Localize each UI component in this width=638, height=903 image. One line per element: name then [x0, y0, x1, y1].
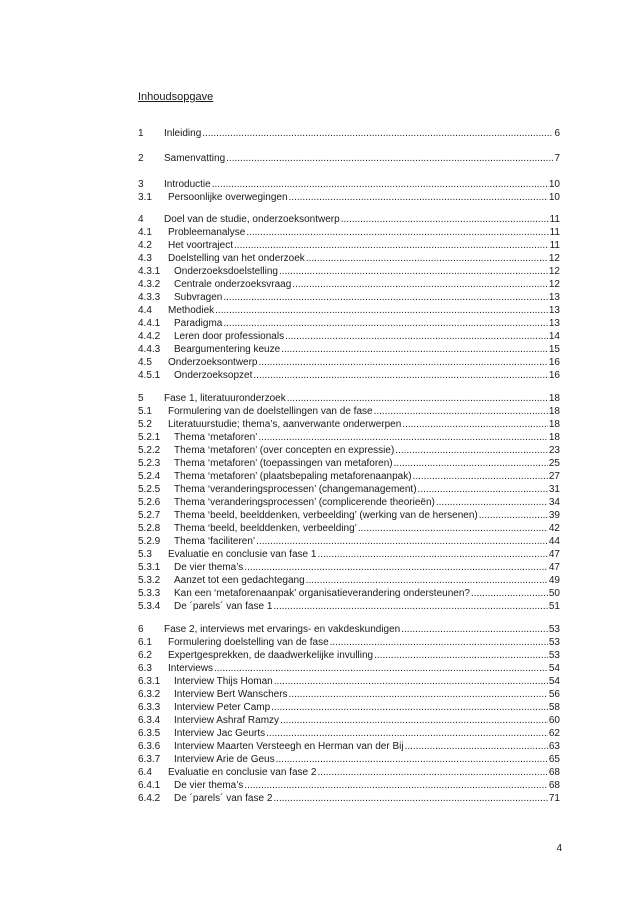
toc-entry[interactable]: [138, 213, 560, 226]
toc-entry-number: 5.2.9: [138, 536, 161, 547]
toc-entry[interactable]: [138, 649, 560, 662]
toc-entry-title: Interviews: [168, 663, 214, 674]
toc-entry-page: 16: [548, 370, 560, 381]
toc-entry-page: 12: [548, 266, 560, 277]
toc-entry-number: 6.4.1: [138, 780, 161, 791]
toc-entry-number: 4.4: [138, 305, 152, 316]
toc-entry-title: Methodiek: [168, 305, 215, 316]
toc-leader-dots: [374, 649, 548, 662]
toc-entry-title: Introductie: [164, 179, 211, 190]
toc-entry[interactable]: [138, 317, 560, 330]
toc-leader-dots: [246, 226, 548, 239]
toc-entry-number: 6.3.5: [138, 728, 161, 739]
toc-entry-number: 5.2.2: [138, 445, 161, 456]
toc-entry[interactable]: [138, 291, 560, 304]
toc-entry[interactable]: [138, 600, 560, 613]
toc-entry-number: 6: [138, 624, 144, 635]
toc-entry-number: 4: [138, 214, 144, 225]
toc-entry-page: 47: [548, 562, 560, 573]
toc-entry-number: 4.5: [138, 357, 152, 368]
toc-leader-dots: [317, 766, 547, 779]
toc-entry-number: 5.3.4: [138, 601, 161, 612]
toc-entry-title: Thema ‘beeld, beelddenken, verbeelding’: [174, 523, 357, 534]
toc-entry-number: 5.2.3: [138, 458, 161, 469]
toc-entry-page: 62: [548, 728, 560, 739]
toc-entry[interactable]: [138, 496, 560, 509]
toc-entry-page: 18: [548, 419, 560, 430]
toc-leader-dots: [479, 509, 548, 522]
toc-entry-title: Inleiding: [164, 128, 202, 139]
toc-entry-title: Interview Ashraf Ramzy: [174, 715, 280, 726]
toc-entry-title: Interview Jac Geurts: [174, 728, 266, 739]
toc-entry[interactable]: [138, 574, 560, 587]
toc-leader-dots: [285, 330, 548, 343]
toc-entry[interactable]: [138, 191, 560, 204]
toc-entry-number: 6.4.2: [138, 793, 161, 804]
toc-entry-page: 13: [548, 292, 560, 303]
toc-entry-title: Interview Thijs Homan: [174, 676, 273, 687]
toc-entry-title: Doel van de studie, onderzoeksontwerp: [164, 214, 340, 225]
toc-entry-page: 12: [548, 253, 560, 264]
toc-entry-title: Interview Maarten Versteegh en Herman van der Bij: [174, 741, 404, 752]
toc-entry-title: Onderzoeksopzet: [174, 370, 253, 381]
toc-entry-number: 4.3.2: [138, 279, 161, 290]
toc-leader-dots: [436, 496, 548, 509]
toc-entry-number: 5.3.1: [138, 562, 161, 573]
toc-entry-title: Samenvatting: [164, 153, 226, 164]
toc-entry-number: 4.5.1: [138, 370, 161, 381]
toc-leader-dots: [287, 392, 548, 405]
toc-entry[interactable]: [138, 369, 560, 382]
toc-entry-number: 6.3.7: [138, 754, 161, 765]
toc-entry-page: 12: [548, 279, 560, 290]
toc-leader-dots: [223, 317, 548, 330]
page-number: 4: [556, 843, 562, 854]
toc-entry-title: De ´parels´ van fase 1: [174, 601, 273, 612]
toc-entry-number: 4.3: [138, 253, 152, 264]
toc-leader-dots: [402, 418, 548, 431]
toc-entry-page: 47: [548, 549, 560, 560]
toc-entry-page: 53: [548, 650, 560, 661]
toc-entry-number: 6.2: [138, 650, 152, 661]
toc-entry-page: 18: [548, 393, 560, 404]
toc-entry-title: Thema ‘faciliteren’: [174, 536, 256, 547]
toc-entry-page: 16: [548, 357, 560, 368]
toc-entry-number: 6.1: [138, 637, 152, 648]
toc-entry-page: 60: [548, 715, 560, 726]
toc-entry[interactable]: [138, 457, 560, 470]
toc-leader-dots: [226, 152, 553, 165]
toc-entry[interactable]: [138, 356, 560, 369]
toc-entry[interactable]: [138, 392, 560, 405]
toc-entry-number: 2: [138, 153, 144, 164]
toc-entry-title: Onderzoeksontwerp: [168, 357, 258, 368]
toc-entry-title: Leren door professionals: [174, 331, 285, 342]
toc-entry-page: 15: [548, 344, 560, 355]
toc-entry[interactable]: [138, 548, 560, 561]
toc-entry[interactable]: [138, 252, 560, 265]
toc-entry-page: 34: [548, 497, 560, 508]
toc-entry-number: 5.2.1: [138, 432, 161, 443]
toc-entry-title: Beargumentering keuze: [174, 344, 281, 355]
toc-entry-title: De vier thema’s: [174, 562, 244, 573]
toc-leader-dots: [471, 587, 548, 600]
toc-entry-number: 4.4.2: [138, 331, 161, 342]
toc-entry[interactable]: [138, 740, 560, 753]
toc-entry-page: 10: [548, 179, 560, 190]
toc-leader-dots: [223, 291, 548, 304]
toc-entry-number: 5.2.8: [138, 523, 161, 534]
toc-leader-dots: [401, 623, 548, 636]
toc-leader-dots: [274, 675, 548, 688]
toc-entry-page: 71: [548, 793, 560, 804]
toc-entry-number: 3: [138, 179, 144, 190]
toc-entry[interactable]: [138, 792, 560, 805]
toc-entry[interactable]: [138, 779, 560, 792]
toc-leader-dots: [266, 727, 548, 740]
toc-entry-title: Thema ‘metaforen’: [174, 432, 258, 443]
toc-entry-number: 5.3.2: [138, 575, 161, 586]
toc-entry-number: 6.4: [138, 767, 152, 778]
toc-entry[interactable]: [138, 343, 560, 356]
toc-entry[interactable]: [138, 444, 560, 457]
toc-leader-dots: [279, 265, 548, 278]
toc-entry-number: 4.3.3: [138, 292, 161, 303]
toc-leader-dots: [244, 779, 548, 792]
toc-entry-page: 27: [548, 471, 560, 482]
toc-leader-dots: [358, 522, 548, 535]
toc-entry[interactable]: [138, 587, 560, 600]
toc-entry-number: 1: [138, 128, 144, 139]
toc-entry-number: 5: [138, 393, 144, 404]
toc-entry-page: 25: [548, 458, 560, 469]
toc-entry-page: 23: [548, 445, 560, 456]
toc-entry-title: Het voortraject: [168, 240, 234, 251]
toc-leader-dots: [289, 688, 548, 701]
toc-entry-title: Evaluatie en conclusie van fase 1: [168, 549, 317, 560]
toc-entry[interactable]: [138, 701, 560, 714]
toc-entry-title: Thema ‘veranderingsprocessen’ (changemanagement): [174, 484, 417, 495]
toc-entry[interactable]: [138, 675, 560, 688]
toc-leader-dots: [289, 191, 548, 204]
toc-entry-page: 68: [548, 767, 560, 778]
toc-entry[interactable]: [138, 265, 560, 278]
toc-entry[interactable]: [138, 662, 560, 675]
toc-entry-number: 6.3.3: [138, 702, 161, 713]
toc-entry-page: 53: [548, 624, 560, 635]
toc-entry[interactable]: [138, 561, 560, 574]
toc-entry-number: 6.3.4: [138, 715, 161, 726]
toc-entry-page: 6: [554, 128, 560, 139]
toc-entry-page: 65: [548, 754, 560, 765]
toc-entry-number: 4.4.1: [138, 318, 161, 329]
toc-entry-page: 50: [548, 588, 560, 599]
toc-entry[interactable]: [138, 714, 560, 727]
toc-entry-title: De vier thema’s: [174, 780, 244, 791]
toc-entry[interactable]: [138, 636, 560, 649]
toc-entry-title: Literatuurstudie; thema’s, aanverwante onderwerpen: [168, 419, 402, 430]
toc-entry-page: 42: [548, 523, 560, 534]
toc-entry-title: Thema ‘beeld, beelddenken, verbeelding’ (werking van de hersenen): [174, 510, 478, 521]
toc-entry[interactable]: [138, 330, 560, 343]
toc-entry-number: 6.3.6: [138, 741, 161, 752]
toc-leader-dots: [413, 470, 548, 483]
toc-entry[interactable]: [138, 304, 560, 317]
toc-entry-title: Thema ‘metaforen’ (over concepten en expressie): [174, 445, 395, 456]
toc-entry-page: 31: [548, 484, 560, 495]
toc-entry[interactable]: [138, 278, 560, 291]
toc-entry-number: 4.2: [138, 240, 152, 251]
toc-entry-page: 44: [548, 536, 560, 547]
toc-entry-page: 13: [548, 318, 560, 329]
toc-entry-number: 5.3: [138, 549, 152, 560]
toc-leader-dots: [330, 636, 548, 649]
toc-leader-dots: [306, 574, 548, 587]
toc-entry-title: De ´parels´ van fase 2: [174, 793, 273, 804]
toc-leader-dots: [317, 548, 547, 561]
toc-entry[interactable]: [138, 753, 560, 766]
toc-entry[interactable]: [138, 405, 560, 418]
toc-entry-title: Evaluatie en conclusie van fase 2: [168, 767, 317, 778]
toc-leader-dots: [259, 356, 548, 369]
toc-heading: Inhoudsopgave: [138, 91, 214, 103]
toc-leader-dots: [258, 431, 548, 444]
toc-entry-number: 5.2: [138, 419, 152, 430]
toc-entry[interactable]: [138, 535, 560, 548]
toc-leader-dots: [273, 600, 547, 613]
toc-entry-title: Interview Peter Camp: [174, 702, 271, 713]
toc-entry-title: Interview Arie de Geus: [174, 754, 275, 765]
toc-entry-page: 11: [549, 214, 560, 225]
toc-entry[interactable]: [138, 483, 560, 496]
toc-entry-number: 4.3.1: [138, 266, 161, 277]
toc-entry-number: 4.1: [138, 227, 152, 238]
toc-entry[interactable]: [138, 178, 560, 191]
toc-leader-dots: [212, 178, 548, 191]
toc-entry[interactable]: [138, 623, 560, 636]
toc-leader-dots: [395, 444, 548, 457]
toc-entry-number: 6.3.2: [138, 689, 161, 700]
toc-entry-title: Fase 1, literatuuronderzoek: [164, 393, 286, 404]
toc-entry-title: Kan een ‘metaforenaanpak’ organisatieverandering ondersteunen?: [174, 588, 470, 599]
toc-entry-title: Paradigma: [174, 318, 223, 329]
toc-entry-title: Formulering doelstelling van de fase: [168, 637, 329, 648]
toc-leader-dots: [292, 278, 548, 291]
toc-entry[interactable]: [138, 431, 560, 444]
toc-entry-title: Fase 2, interviews met ervarings- en vakdeskundigen: [164, 624, 401, 635]
toc-entry[interactable]: [138, 509, 560, 522]
toc-leader-dots: [215, 304, 548, 317]
toc-entry[interactable]: [138, 239, 560, 252]
toc-entry-title: Interview Bert Wanschers: [174, 689, 288, 700]
toc-entry-number: 5.3.3: [138, 588, 161, 599]
toc-leader-dots: [202, 127, 553, 140]
toc-entry[interactable]: [138, 688, 560, 701]
toc-leader-dots: [273, 792, 547, 805]
toc-leader-dots: [418, 483, 548, 496]
toc-entry-page: 58: [548, 702, 560, 713]
toc-entry[interactable]: [138, 127, 560, 140]
toc-entry-page: 63: [548, 741, 560, 752]
toc-entry-title: Persoonlijke overwegingen: [168, 192, 288, 203]
toc-entry-title: Thema ‘veranderingsprocessen’ (complicerende theorieën): [174, 497, 435, 508]
toc-leader-dots: [394, 457, 548, 470]
toc-leader-dots: [253, 369, 547, 382]
toc-entry-page: 18: [548, 406, 560, 417]
toc-leader-dots: [341, 213, 549, 226]
toc-leader-dots: [214, 662, 548, 675]
toc-entry-number: 5.2.4: [138, 471, 161, 482]
toc-leader-dots: [276, 753, 548, 766]
toc-leader-dots: [281, 343, 548, 356]
toc-entry[interactable]: [138, 470, 560, 483]
toc-entry-title: Probleemanalyse: [168, 227, 246, 238]
toc-entry-number: 5.2.5: [138, 484, 161, 495]
toc-entry-number: 5.1: [138, 406, 152, 417]
toc-entry-page: 7: [554, 153, 560, 164]
toc-entry-page: 49: [548, 575, 560, 586]
toc-entry-page: 53: [548, 637, 560, 648]
toc-entry-title: Thema ‘metaforen’ (toepassingen van metaforen): [174, 458, 393, 469]
toc-entry-title: Aanzet tot een gedachtegang: [174, 575, 305, 586]
toc-entry-title: Doelstelling van het onderzoek: [168, 253, 305, 264]
toc-entry-page: 13: [548, 305, 560, 316]
toc-leader-dots: [244, 561, 548, 574]
toc-leader-dots: [306, 252, 548, 265]
toc-entry-number: 5.2.6: [138, 497, 161, 508]
toc-leader-dots: [280, 714, 548, 727]
toc-entry-title: Formulering van de doelstellingen van de fase: [168, 406, 373, 417]
toc-entry-page: 51: [548, 601, 560, 612]
toc-entry[interactable]: [138, 226, 560, 239]
toc-entry[interactable]: [138, 152, 560, 165]
toc-entry-page: 10: [548, 192, 560, 203]
toc-entry-number: 5.2.7: [138, 510, 161, 521]
toc-entry-number: 6.3.1: [138, 676, 161, 687]
toc-entry[interactable]: [138, 727, 560, 740]
toc-leader-dots: [405, 740, 548, 753]
toc-leader-dots: [256, 535, 548, 548]
toc-entry-title: Onderzoeksdoelstelling: [174, 266, 278, 277]
toc-entry[interactable]: [138, 418, 560, 431]
toc-entry-page: 68: [548, 780, 560, 791]
toc-entry-page: 18: [548, 432, 560, 443]
toc-entry[interactable]: [138, 522, 560, 535]
toc-leader-dots: [374, 405, 548, 418]
toc-leader-dots: [271, 701, 548, 714]
toc-entry-title: Centrale onderzoeksvraag: [174, 279, 292, 290]
toc-leader-dots: [234, 239, 549, 252]
toc-entry-title: Expertgesprekken, de daadwerkelijke invulling: [168, 650, 374, 661]
toc-entry-page: 54: [548, 676, 560, 687]
toc-entry-page: 11: [549, 227, 560, 238]
toc-entry-page: 14: [548, 331, 560, 342]
toc-entry-number: 6.3: [138, 663, 152, 674]
toc-entry-title: Subvragen: [174, 292, 223, 303]
toc-entry-page: 11: [549, 240, 560, 251]
toc-entry-number: 3.1: [138, 192, 152, 203]
toc-entry-page: 39: [548, 510, 560, 521]
toc-entry-title: Thema ‘metaforen’ (plaatsbepaling metaforenaanpak): [174, 471, 412, 482]
toc-entry[interactable]: [138, 766, 560, 779]
toc-entry-page: 56: [548, 689, 560, 700]
toc-entry-page: 54: [548, 663, 560, 674]
toc-entry-number: 4.4.3: [138, 344, 161, 355]
